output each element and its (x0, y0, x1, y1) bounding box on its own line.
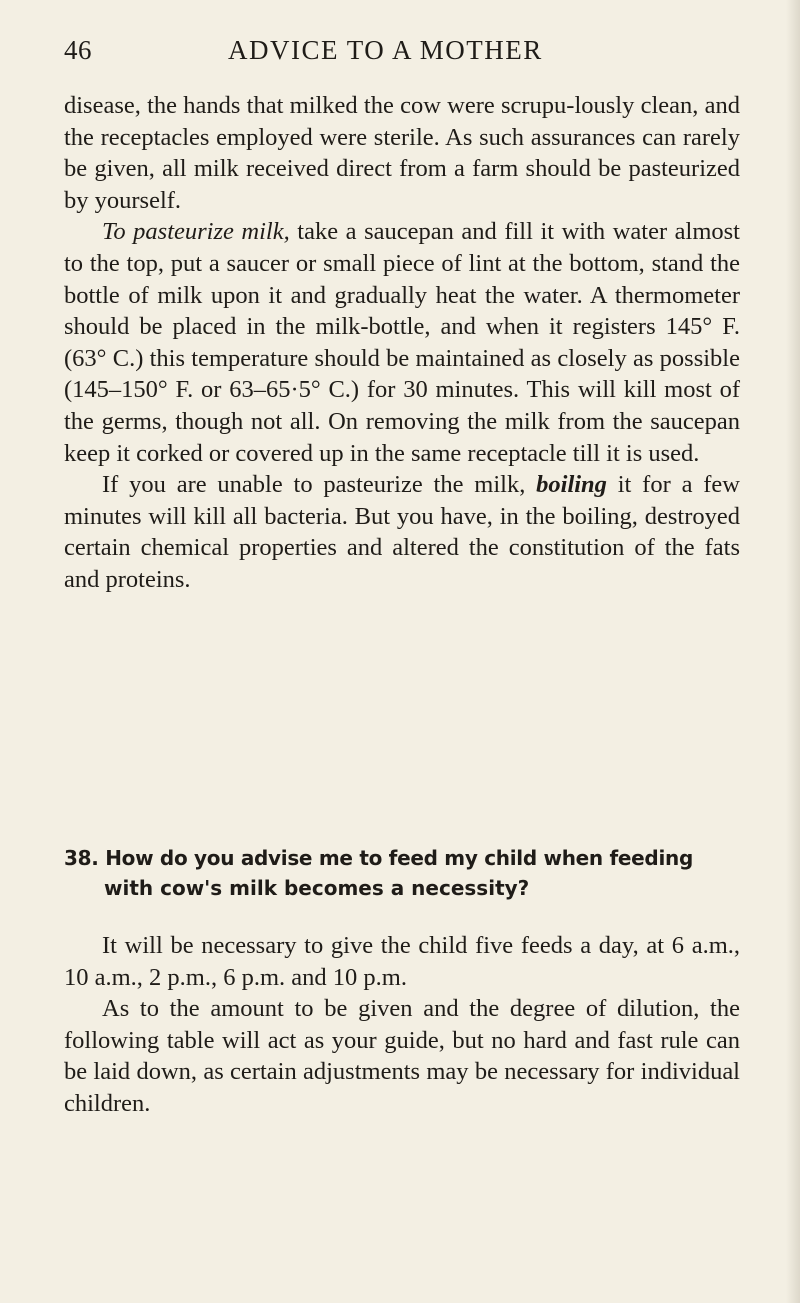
question-line-1 (64, 843, 744, 873)
paragraph-4: It will be necessary to give the child five feeds a day, at 6 a.m., 10 a.m., 2 p.m., 6 p.m. and 10 p.m. (64, 932, 740, 991)
paragraph-3-text-before: If you are unable to pasteurize the milk, (102, 471, 537, 499)
page-number: 46 (64, 35, 92, 65)
question-line-2: with cow's milk becomes a necessity? (104, 876, 530, 900)
page-edge-shadow (786, 0, 800, 1303)
paragraph-2 (64, 216, 740, 469)
body-text-top (64, 90, 740, 596)
boiling-bold-italic: boiling (536, 471, 607, 499)
question-heading (64, 843, 744, 903)
paragraph-3 (64, 469, 740, 595)
paragraph-2-text: take a saucepan and fill it with water almost to the top, put a saucer or small piece of lint at the bottom, stand the bottle of milk upon it and gradually heat the water. A thermometer should be placed in the milk-bottle, and when it registers 145° F. (63° C.) this temperature should be maintained as closely as possible (145–150° F. or 63–65·5° C.) for 30 minutes. This will kill most of the germs, though not all. On removing the milk from the saucepan keep it corked or covered up in the same receptacle till it is used. (64, 218, 740, 467)
paragraph-1 (64, 90, 740, 216)
body-text-bottom (64, 930, 740, 1120)
paragraph-1-text: disease, the hands that milked the cow were scrupu-lously clean, and the receptacles employed were sterile. As such assurances can rarely be given, all milk received direct from a farm should be pasteurized by yourself. (64, 92, 740, 214)
question-number: 38. (64, 846, 99, 870)
question-line-1-text: How do you advise me to feed my child when feeding (105, 846, 693, 870)
pasteurize-lead-italic: To pasteurize milk, (102, 218, 290, 246)
running-title: ADVICE TO A MOTHER (228, 35, 543, 65)
paragraph-5: As to the amount to be given and the degree of dilution, the following table will act as your guide, but no hard and fast rule can be laid down, as certain adjustments may be necessary for individual children. (64, 995, 740, 1117)
paragraph-3-text-after: it for a few minutes will kill all bacteria. But you have, in the boiling, destroyed certain chemical properties and altered the constitution of the fats and proteins. (64, 471, 740, 593)
